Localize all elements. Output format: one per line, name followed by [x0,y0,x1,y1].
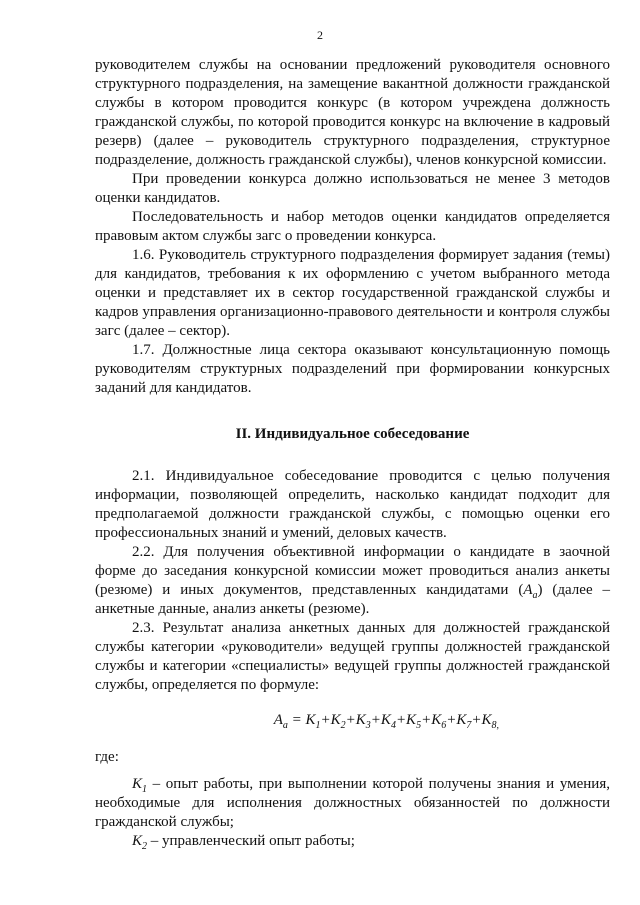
definition-k1: $K_1$ – опыт работы, при выполнении которой получены знания и умения, необходимые для исполнения должностных обязанностей по должности гражданской службы; [95,776,610,830]
paragraph-methods-count: При проведении конкурса должно использоваться не менее 3 методов оценки кандидатов. [95,171,610,206]
formula: $A_a = K_1+K_2+K_3+K_4+K_5+K_6+K_7+K_{8,}$ [273,712,499,731]
paragraph-1-6: 1.6. Руководитель структурного подразделения формирует задания (темы) для кандидатов, требования к их оформлению с учетом выбранного метода оценки и представляет их в сектор государственной гражданской службы и кадров управления организационно-правового деятельности и контроля службы загс (далее – сектор). [95,247,610,339]
formula-subscript: a [532,590,538,601]
paragraph-1-7: 1.7. Должностные лица сектора оказывают консультационную помощь руководителям структурных подразделений при формировании конкурсных заданий для кандидатов. [95,342,610,396]
paragraph-2-1: 2.1. Индивидуальное собеседование проводится с целью получения информации, позволяющей определить, насколько кандидат подходит для предполагаемой должности гражданской службы, с помощью оценки его профессиональных знаний и умений, деловых качеств. [95,468,610,541]
formula-symbol: A [523,582,533,598]
paragraph-2-2 [95,543,610,619]
document-body [95,56,610,851]
paragraph-continuation: руководителем службы на основании предложений руководителя основного структурного подразделения, на замещение вакантной должности гражданской службы в котором проводится конкурс (в котором учреждена должность гражданской службы, по которой проводится конкурс на включение в кадровый резерв) (далее – руководитель структурного подразделения, структурное подразделение, должность гражданской службы), членов конкурсной комиссии. [95,57,610,168]
where-label: где: [95,749,119,765]
page-number: 2 [317,28,323,42]
section-heading: II. Индивидуальное собеседование [235,426,470,442]
text-segment: 2.2. Для получения объективной информации о кандидате в заочной форме до заседания конкурсной комиссии может проводиться анализ анкеты (резюме) и иных документов, представленных кандидатами ( [95,544,610,598]
text-segment: ) (далее – анкетные данные, анализ анкеты (резюме). [95,582,610,617]
definition-k2: $K_2$ – управленческий опыт работы; [132,833,355,852]
paragraph-methods-order: Последовательность и набор методов оценки кандидатов определяется правовым актом службы загс о проведении конкурса. [95,209,610,244]
paragraph-2-3: 2.3. Результат анализа анкетных данных для должностей гражданской службы категории «руководители» ведущей группы должностей гражданской службы и категории «специалисты» ведущей группы должностей гражданской службы, определяется по формуле: [95,620,610,693]
